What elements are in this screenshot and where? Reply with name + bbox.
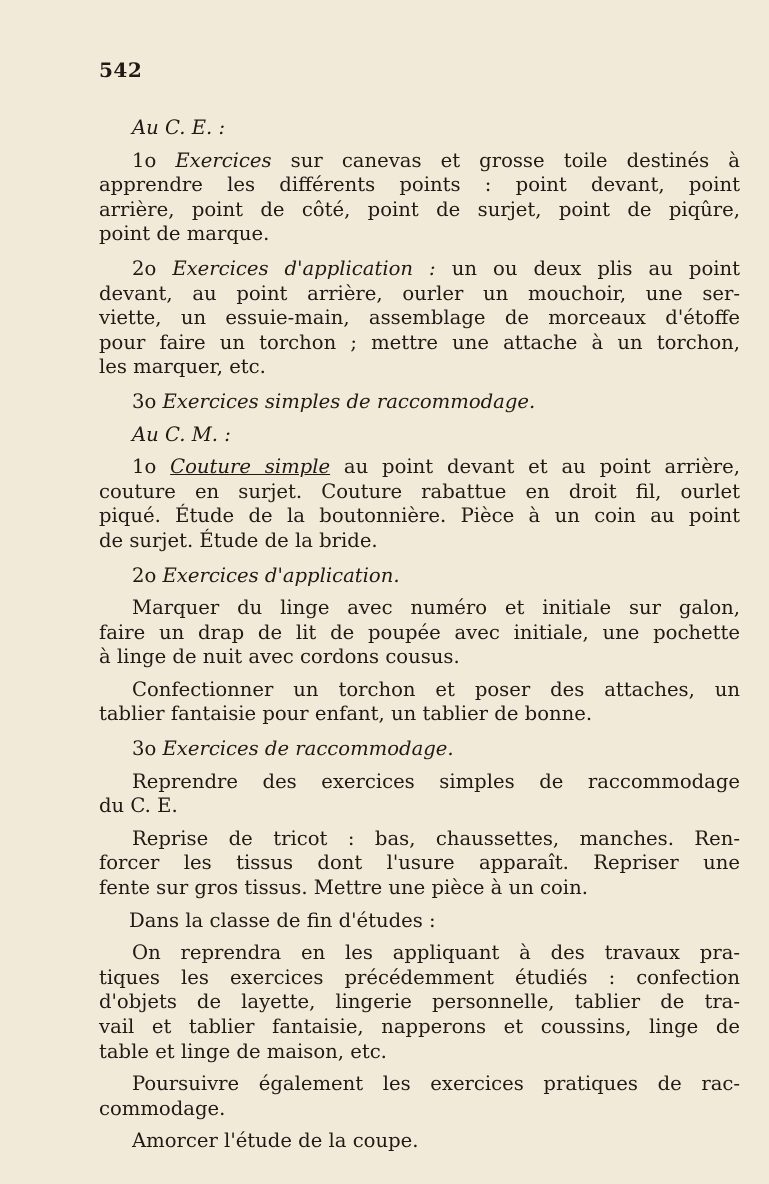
heading-ce: Au C. E. :: [132, 116, 226, 139]
text-line: 1o Exercices sur canevas et grosse toile destinés à: [132, 148, 740, 172]
text-line: tiques les exercices précédemment étudiés : confection: [99, 965, 740, 989]
heading-cm: Au C. M. :: [132, 422, 231, 446]
text-line: table et linge de maison, etc.: [99, 1039, 387, 1063]
heading-fin-etudes: Dans la classe de fin d'études :: [129, 908, 436, 932]
text-line: Confectionner un torchon et poser des attaches, un: [132, 677, 740, 701]
page-text: [99, 116, 740, 1154]
text-line: Amorcer l'étude de la coupe.: [132, 1129, 419, 1153]
text-line: Marquer du linge avec numéro et initiale sur galon,: [132, 596, 740, 620]
text-line: forcer les tissus dont l'usure apparaît. Repriser une: [99, 851, 740, 875]
text-line: Reprendre des exercices simples de raccommodage: [132, 769, 740, 793]
text-line: vail et tablier fantaisie, napperons et coussins, linge de: [99, 1015, 740, 1038]
text-line: tablier fantaisie pour enfant, un tablier de bonne.: [99, 702, 593, 726]
text-line: Reprise de tricot : bas, chaussettes, manches. Ren-: [132, 826, 740, 850]
text-line: pour faire un torchon ; mettre une attache à un torchon,: [99, 330, 740, 354]
text-line: point de marque.: [99, 222, 270, 246]
text-line: à linge de nuit avec cordons cousus.: [99, 645, 460, 669]
text-line: viette, un essuie-main, assemblage de morceaux d'étoffe: [99, 306, 740, 330]
text-line: devant, au point arrière, ourler un mouchoir, une ser-: [99, 281, 740, 305]
text-line: d'objets de layette, lingerie personnelle, tablier de tra-: [99, 990, 740, 1014]
text-line: couture en surjet. Couture rabattue en droit fil, ourlet: [99, 479, 740, 503]
text-line: commodage.: [99, 1096, 226, 1120]
text-line: fente sur gros tissus. Mettre une pièce à un coin.: [99, 876, 588, 900]
text-line: de surjet. Étude de la bride.: [99, 528, 378, 552]
page-number: 542: [99, 58, 143, 82]
text-line: arrière, point de côté, point de surjet, point de piqûre,: [99, 197, 740, 221]
text-line: du C. E.: [99, 794, 178, 818]
text-line: faire un drap de lit de poupée avec initiale, une pochette: [99, 620, 740, 644]
text-line: 2o Exercices d'application.: [132, 563, 400, 587]
text-line: les marquer, etc.: [99, 355, 266, 379]
text-line: 1o Couture simple au point devant et au point arrière,: [132, 455, 740, 479]
text-line: 3o Exercices de raccommodage.: [132, 737, 454, 761]
text-line: 3o Exercices simples de raccommodage.: [132, 389, 536, 413]
text-line: piqué. Étude de la boutonnière. Pièce à un coin au point: [99, 504, 740, 528]
text-line: Poursuivre également les exercices pratiques de rac-: [132, 1072, 740, 1096]
text-line: apprendre les différents points : point devant, point: [99, 173, 740, 197]
text-line: On reprendra en les appliquant à des travaux pra-: [132, 941, 740, 965]
text-line: 2o Exercices d'application : un ou deux plis au point: [132, 256, 740, 280]
